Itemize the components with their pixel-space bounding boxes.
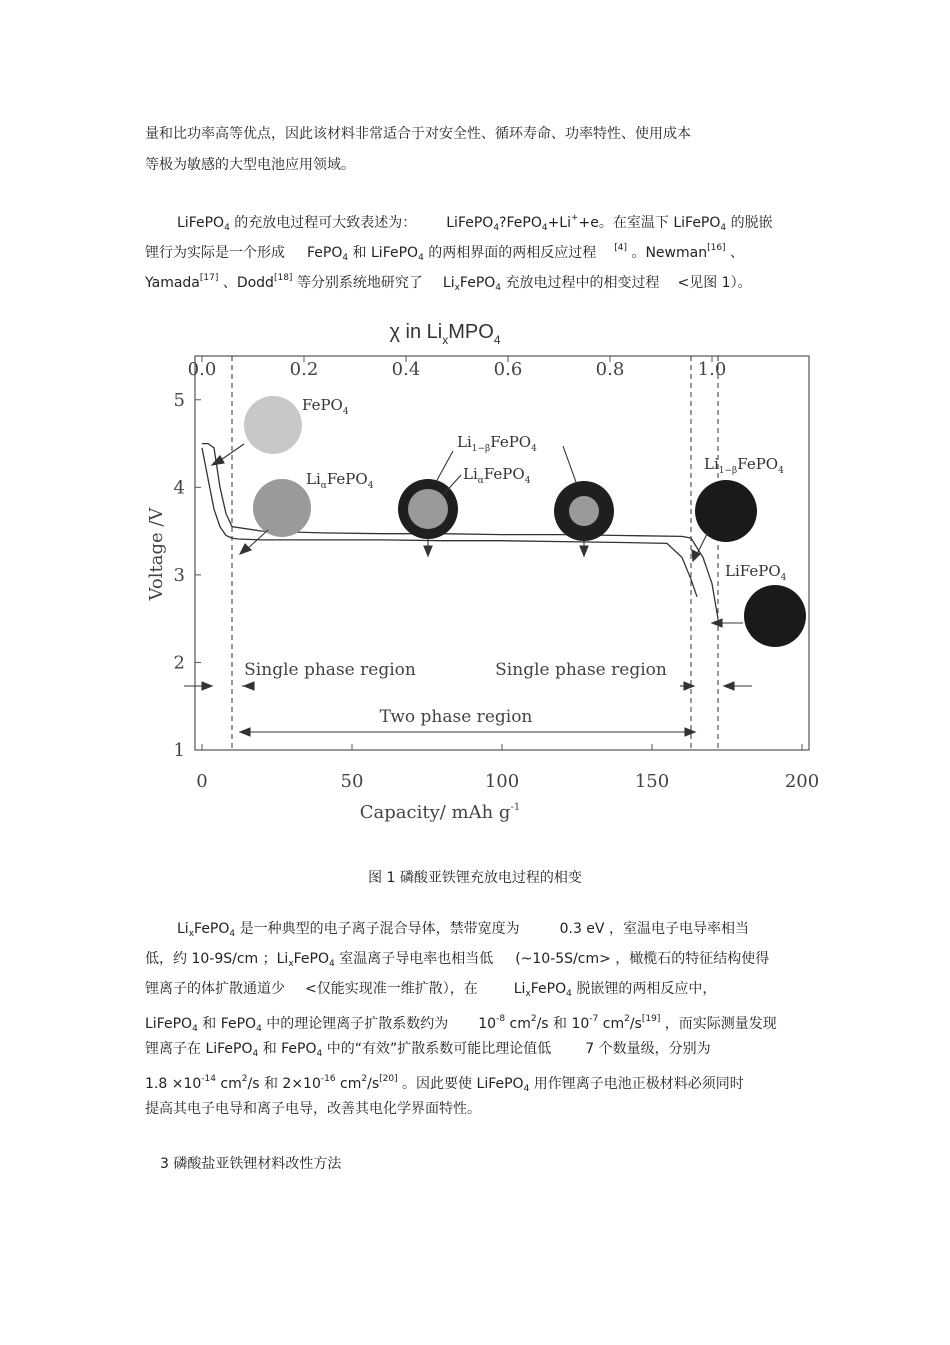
text: 0.3 eV ，室温电子电导率相当 <box>559 921 749 937</box>
text: 等分别系统地研究了 <box>292 275 423 291</box>
text: FePO <box>194 921 230 937</box>
li1mb-label-right: $Li_{1-\beta}FePO_4$ <box>704 455 784 476</box>
figure-caption: 图 1 磷酸亚铁锂充放电过程的相变 <box>368 870 582 886</box>
text: <仅能实现准一维扩散），在 <box>305 981 478 997</box>
subscript: 4 <box>495 283 502 293</box>
text: 锂行为实际是一个形成 <box>145 245 285 261</box>
text: 低，约 10-9S/cm ；Li <box>145 951 289 967</box>
subscript: 4 <box>316 1049 323 1059</box>
two-phase-label: Two phase region <box>379 707 533 727</box>
citation: [17] <box>199 273 219 283</box>
subscript: 4 <box>493 223 500 233</box>
x2-tick-label: 0.2 <box>289 359 319 380</box>
fepo4-label: FePO$_4$ <box>302 396 349 417</box>
fepo4-particle <box>244 396 302 454</box>
single-phase-right-label: Single phase region <box>495 660 667 680</box>
paragraph-line <box>177 920 749 943</box>
subscript: 4 <box>720 223 727 233</box>
text: 用作锂离子电池正极材料必须同时 <box>529 1076 744 1092</box>
x-tick-label: 150 <box>634 771 670 792</box>
li1mb-label-center: $Li_{1-\beta}FePO_4$ <box>457 433 537 454</box>
subscript: 4 <box>418 253 424 263</box>
text: LiFePO <box>476 1076 524 1092</box>
text: 10 <box>478 1016 497 1032</box>
text: <见图 1）。 <box>677 275 752 291</box>
subscript: 4 <box>566 989 572 999</box>
subscript: 4 <box>329 959 335 969</box>
citation: [4] <box>614 243 627 253</box>
text: 室温离子导电率也相当低 <box>334 951 494 967</box>
text: LiFePO <box>177 215 225 231</box>
subscript: x <box>288 959 294 969</box>
text: cm <box>598 1016 625 1032</box>
text: +Li <box>547 215 571 231</box>
x-tick-label: 0 <box>196 771 208 792</box>
subscript: x <box>454 283 460 293</box>
text: LiFePO <box>145 1016 193 1032</box>
text: ，而实际测量发现 <box>660 1016 777 1032</box>
x2-tick-label: 1.0 <box>697 359 727 380</box>
paragraph-line <box>145 239 744 267</box>
superscript: -16 <box>320 1074 336 1084</box>
text: +e。在室温下 <box>578 215 674 231</box>
x2-tick-label: 0.6 <box>493 359 523 380</box>
subscript: 4 <box>192 1024 198 1034</box>
paragraph-line <box>145 980 716 1003</box>
y-tick-label: 4 <box>173 477 185 499</box>
two-phase-core-2 <box>569 496 599 526</box>
text: LiFePO <box>446 215 494 231</box>
text: ?FePO <box>499 215 542 231</box>
text: FePO <box>307 245 343 261</box>
text: 7 个数量级，分别为 <box>585 1041 711 1057</box>
citation: [18] <box>273 273 293 283</box>
citation: [20] <box>379 1074 398 1084</box>
citation: [19] <box>641 1014 661 1024</box>
text: 。因此要使 <box>397 1076 477 1092</box>
superscript: -14 <box>201 1074 216 1084</box>
x2-tick-label: 0.0 <box>187 359 217 380</box>
li-alpha-label: $Li_\alpha FePO_4$ <box>306 470 374 491</box>
text: LiFePO <box>673 215 721 231</box>
paragraph-line <box>177 209 773 237</box>
superscript: -7 <box>589 1014 599 1024</box>
paragraph-line <box>145 1070 744 1098</box>
text: 。Newman <box>627 245 708 261</box>
y-tick-label: 3 <box>173 564 185 586</box>
citation: [16] <box>707 243 726 253</box>
x-tick-label: 100 <box>484 771 520 792</box>
lifepo4-label: LiFePO$_4$ <box>725 562 787 583</box>
paragraph-line <box>145 1010 777 1038</box>
text: 和 LiFePO <box>348 245 419 261</box>
text: (~10-5S/cm> ，橄榄石的特征结构使得 <box>515 951 770 967</box>
y-tick-label: 1 <box>173 740 185 761</box>
single-phase-left-label: Single phase region <box>244 660 416 680</box>
text: 的充放电过程可大致表述为： <box>229 215 417 231</box>
x-axis-title: Capacity/ mAh $g^{-1}$ <box>359 802 521 823</box>
subscript: 4 <box>523 1084 530 1094</box>
superscript: 2 <box>530 1014 537 1024</box>
superscript: 2 <box>624 1014 630 1024</box>
phase-boundary-lines <box>232 356 718 750</box>
paragraph-line: 等极为敏感的大型电池应用领域。 <box>145 157 355 173</box>
li1mb-particle <box>695 480 757 542</box>
text: Li <box>442 275 455 291</box>
subscript: x <box>188 929 195 939</box>
text: /s <box>629 1016 642 1032</box>
text: 是一种典型的电子离子混合导体，禁带宽度为 <box>235 921 520 937</box>
section-heading: 3 磷酸盐亚铁锂材料改性方法 <box>160 1156 342 1172</box>
y-tick-label: 5 <box>173 389 185 411</box>
text: 、 <box>725 245 745 261</box>
text: FePO <box>530 981 567 997</box>
text: cm <box>505 1016 531 1032</box>
text: 脱嵌锂的两相反应中， <box>571 981 717 997</box>
text: 的两相界面的两相反应过程 <box>423 245 597 261</box>
y-tick-label: 2 <box>173 652 185 674</box>
subscript: x <box>525 989 531 999</box>
top-axis-title: χ in $Li_xMPO_4$ <box>389 321 501 347</box>
text: FePO <box>293 951 330 967</box>
phase-transition-figure <box>140 312 830 832</box>
text: 中的理论锂离子扩散系数约为 <box>261 1016 449 1032</box>
text: FePO <box>459 275 496 291</box>
subscript: 4 <box>252 1049 259 1059</box>
paragraph-line <box>145 950 769 973</box>
superscript: 2 <box>361 1074 368 1084</box>
text: 1.8 ×10 <box>145 1076 202 1092</box>
text: 、Dodd <box>218 275 274 291</box>
superscript: + <box>571 213 579 223</box>
text: Li <box>513 981 526 997</box>
lifepo4-particle <box>744 585 806 647</box>
text: /s 和 2×10 <box>247 1076 321 1092</box>
paragraph-line: 量和比功率高等优点，因此该材料非常适合于对安全性、循环寿命、功率特性、使用成本 <box>145 126 691 142</box>
text: 充放电过程中的相变过程 <box>501 275 660 291</box>
x-tick-label: 50 <box>340 771 364 792</box>
subscript: 4 <box>342 253 349 263</box>
text: /s 和 10 <box>536 1016 590 1032</box>
text: /s <box>367 1076 380 1092</box>
subscript: 4 <box>229 929 236 939</box>
li-alpha-label-center: $Li_\alpha FePO_4$ <box>463 465 531 486</box>
text: 中的“有效”扩散系数可能比理论值低 <box>322 1041 552 1057</box>
two-phase-core-1 <box>408 489 448 529</box>
paragraph-line: 提高其电子电导和离子电导，改善其电化学界面特性。 <box>145 1101 481 1117</box>
x2-tick-label: 0.8 <box>595 359 625 380</box>
text: 锂离子在 LiFePO <box>145 1041 253 1057</box>
text: cm <box>215 1076 242 1092</box>
subscript: 4 <box>256 1024 262 1034</box>
text: Yamada <box>145 275 200 291</box>
paragraph-line <box>145 269 752 297</box>
subscript: 4 <box>541 223 548 233</box>
y-axis-title: Voltage /V <box>146 507 167 601</box>
paragraph-line <box>145 1040 711 1063</box>
superscript: -8 <box>496 1014 506 1024</box>
text: 和 FePO <box>258 1041 317 1057</box>
text: 锂离子的体扩散通道少 <box>145 981 285 997</box>
text: 的脱嵌 <box>726 215 773 231</box>
x-tick-label: 200 <box>784 771 820 792</box>
voltage-capacity-chart <box>140 312 830 832</box>
li-alpha-particle <box>253 479 311 537</box>
text: cm <box>335 1076 362 1092</box>
x2-tick-label: 0.4 <box>391 359 421 380</box>
superscript: 2 <box>241 1074 248 1084</box>
text: 和 FePO <box>197 1016 257 1032</box>
subscript: 4 <box>224 223 230 233</box>
text: Li <box>177 921 189 937</box>
